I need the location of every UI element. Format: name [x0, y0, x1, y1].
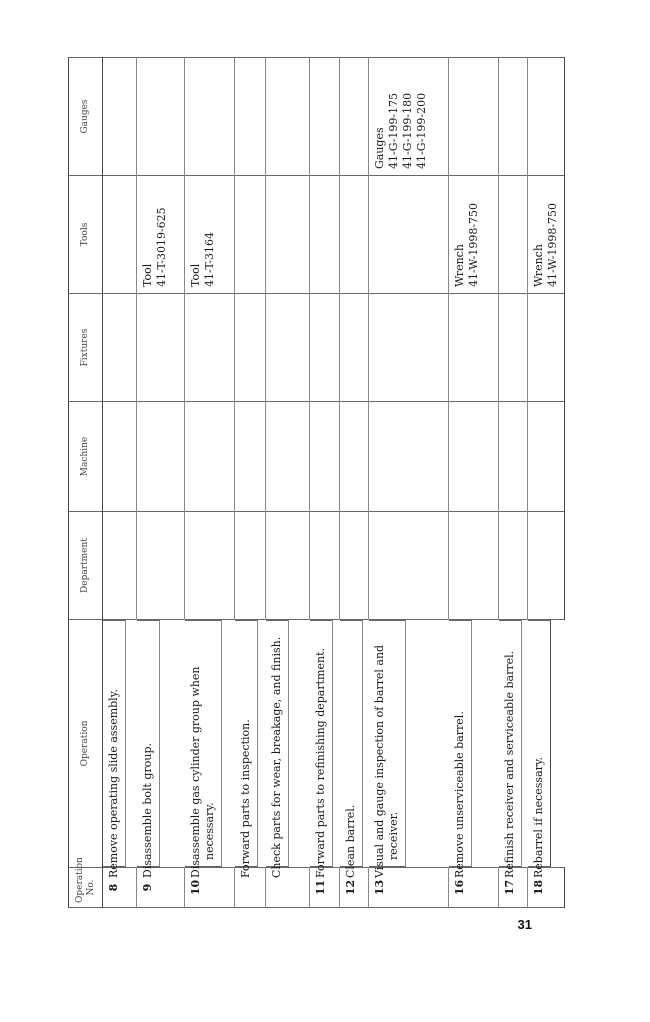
table-row [185, 58, 235, 908]
table-row [340, 58, 369, 908]
header-fixtures: Fixtures [69, 294, 103, 402]
cell-opno: 10 [185, 868, 235, 908]
cell-tools [103, 176, 137, 294]
cell-department [185, 512, 235, 620]
cell-tools [310, 176, 340, 294]
cell-gauges [340, 58, 369, 176]
page-number: 31 [517, 917, 532, 932]
cell-fixtures [528, 294, 565, 402]
cell-gauges [449, 58, 499, 176]
cell-gauges [499, 58, 528, 176]
header-row [69, 58, 103, 908]
operations-table [68, 57, 565, 908]
cell-machine [499, 402, 528, 512]
cell-machine [185, 402, 235, 512]
cell-fixtures [340, 294, 369, 402]
cell-department [103, 512, 137, 620]
cell-opno: 16 [449, 868, 499, 908]
cell-gauges [528, 58, 565, 176]
cell-tools: Tool 41-T-3164 [185, 176, 235, 294]
cell-operation: Disassemble bolt group. [137, 620, 160, 867]
cell-tools [499, 176, 528, 294]
cell-fixtures [369, 294, 449, 402]
cell-machine [528, 402, 565, 512]
cell-fixtures [137, 294, 185, 402]
cell-gauges [185, 58, 235, 176]
cell-tools: Wrench 41-W-1998-750 [528, 176, 565, 294]
cell-fixtures [449, 294, 499, 402]
cell-department [369, 512, 449, 620]
table-row [266, 58, 310, 908]
table-row [103, 58, 137, 908]
cell-fixtures [235, 294, 266, 402]
cell-tools [369, 176, 449, 294]
cell-department [266, 512, 310, 620]
cell-opno: 17 [499, 868, 528, 908]
cell-opno: 9 [137, 868, 185, 908]
table-row [137, 58, 185, 908]
cell-machine [235, 402, 266, 512]
cell-department [310, 512, 340, 620]
cell-department [528, 512, 565, 620]
cell-gauges [310, 58, 340, 176]
header-gauges: Gauges [69, 58, 103, 176]
cell-operation: Clean barrel. [340, 620, 363, 867]
cell-operation: Forward parts to refinishing department. [310, 620, 333, 867]
cell-machine [266, 402, 310, 512]
cell-fixtures [310, 294, 340, 402]
table-row [449, 58, 499, 908]
table-row [369, 58, 449, 908]
cell-gauges [266, 58, 310, 176]
table-row [310, 58, 340, 908]
cell-fixtures [103, 294, 137, 402]
cell-machine [103, 402, 137, 512]
cell-gauges: Gauges 41-G-199-175 41-G-199-180 41-G-199-200 [369, 58, 449, 176]
cell-opno: 11 [310, 868, 340, 908]
table-row [528, 58, 565, 908]
cell-department [499, 512, 528, 620]
cell-gauges [103, 58, 137, 176]
cell-fixtures [266, 294, 310, 402]
cell-department [340, 512, 369, 620]
cell-gauges [137, 58, 185, 176]
cell-tools: Tool 41-T-3019-625 [137, 176, 185, 294]
cell-machine [340, 402, 369, 512]
header-department: Department [69, 512, 103, 620]
cell-operation: Remove unserviceable barrel. [449, 620, 472, 867]
cell-operation: Rebarrel if necessary. [528, 620, 551, 867]
cell-opno: 18 [528, 868, 565, 908]
header-operation: Operation [69, 620, 103, 868]
cell-tools [235, 176, 266, 294]
cell-fixtures [185, 294, 235, 402]
table-row [235, 58, 266, 908]
cell-operation: Disassemble gas cylinder group when necessary. [185, 620, 222, 867]
header-tools: Tools [69, 176, 103, 294]
header-machine: Machine [69, 402, 103, 512]
cell-operation: Forward parts to inspection. [235, 620, 258, 867]
cell-department [449, 512, 499, 620]
cell-tools [266, 176, 310, 294]
cell-machine [137, 402, 185, 512]
cell-fixtures [499, 294, 528, 402]
cell-operation: Remove operating slide assembly. [103, 620, 126, 867]
cell-department [137, 512, 185, 620]
table-row [499, 58, 528, 908]
operations-table-rotated [68, 58, 559, 908]
cell-opno: 8 [103, 868, 137, 908]
header-operation-no: Operation No. [69, 868, 103, 908]
cell-tools: Wrench 41-W-1998-750 [449, 176, 499, 294]
cell-machine [369, 402, 449, 512]
cell-gauges [235, 58, 266, 176]
cell-tools [340, 176, 369, 294]
cell-machine [449, 402, 499, 512]
cell-department [235, 512, 266, 620]
cell-opno: 12 [340, 868, 369, 908]
cell-operation: Check parts for wear, breakage, and finish. [266, 620, 289, 867]
cell-operation: Refinish receiver and serviceable barrel. [499, 620, 522, 867]
cell-machine [310, 402, 340, 512]
cell-opno: 13 [369, 868, 449, 908]
cell-operation: Visual and gauge inspection of barrel and receiver. [369, 620, 406, 867]
